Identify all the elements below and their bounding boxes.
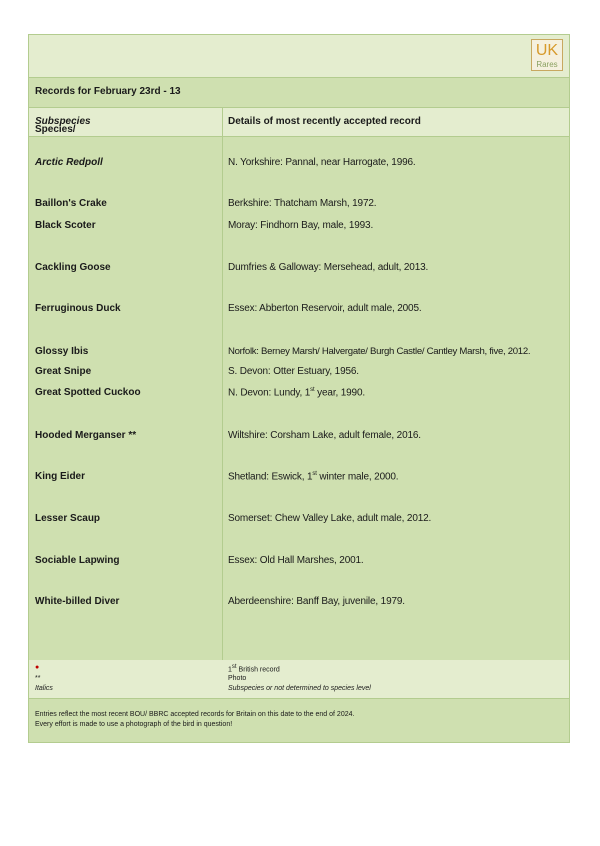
- record-row: [29, 387, 569, 401]
- footer-line: Every effort is made to use a photograph of the bird in question!: [35, 721, 233, 728]
- record-row: [29, 220, 569, 234]
- record-details: Essex: Abberton Reservoir, adult male, 2005.: [228, 303, 422, 314]
- record-row: [29, 346, 569, 360]
- record-details: S. Devon: Otter Estuary, 1956.: [228, 366, 359, 377]
- key-meaning: Photo: [228, 675, 247, 682]
- record-row: [29, 430, 569, 444]
- species-name: Black Scoter: [35, 220, 96, 231]
- record-row: [29, 198, 569, 212]
- footer-line: Entries reflect the most recent BOU/ BBRC accepted records for Britain on this date to the end of 2024.: [35, 711, 355, 718]
- record-row: [29, 157, 569, 171]
- record-row: [29, 303, 569, 317]
- uk-rares-logo: [531, 39, 563, 71]
- record-row: [29, 555, 569, 569]
- key-section: [29, 660, 569, 699]
- record-details: Aberdeenshire: Banff Bay, juvenile, 1979.: [228, 596, 405, 607]
- record-details: Dumfries & Galloway: Mersehead, adult, 2013.: [228, 262, 429, 273]
- record-details: Moray: Findhorn Bay, male, 1993.: [228, 220, 374, 231]
- record-details: Berkshire: Thatcham Marsh, 1972.: [228, 198, 377, 209]
- key-symbol: **: [35, 675, 41, 682]
- details-column-header: Details of most recently accepted record: [228, 116, 421, 127]
- record-details: Shetland: Eswick, 1st winter male, 2000.: [228, 471, 399, 483]
- species-name: Glossy Ibis: [35, 346, 89, 357]
- key-meaning: Subspecies or not determined to species level: [228, 685, 371, 692]
- record-row: [29, 513, 569, 527]
- subspecies-italic-label: Subspecies: [35, 116, 91, 127]
- record-details: Essex: Old Hall Marshes, 2001.: [228, 555, 364, 566]
- species-name: Hooded Merganser **: [35, 430, 137, 441]
- logo-uk-text: UK: [535, 42, 559, 59]
- record-details: Somerset: Chew Valley Lake, adult male, 2012.: [228, 513, 432, 524]
- sheet-header: [29, 35, 569, 78]
- species-name: Sociable Lapwing: [35, 555, 120, 566]
- footer-notes: [29, 699, 569, 743]
- record-details: Wiltshire: Corsham Lake, adult female, 2016.: [228, 430, 421, 441]
- species-name: Arctic Redpoll: [35, 157, 103, 168]
- species-name: Cackling Goose: [35, 262, 111, 273]
- records-sheet: [28, 34, 570, 743]
- record-details: N. Yorkshire: Pannal, near Harrogate, 1996.: [228, 157, 416, 168]
- key-symbol: Italics: [35, 685, 53, 692]
- record-row: [29, 262, 569, 276]
- record-details: N. Devon: Lundy, 1st year, 1990.: [228, 387, 366, 399]
- title-band: [29, 78, 569, 108]
- record-details: Norfolk: Berney Marsh/ Halvergate/ Burgh Castle/ Cantley Marsh, five, 2012.: [228, 346, 531, 357]
- species-name: Ferruginous Duck: [35, 303, 121, 314]
- logo-rares-text: Rares: [536, 60, 558, 69]
- species-name: Baillon's Crake: [35, 198, 107, 209]
- column-header-row: [29, 108, 569, 137]
- species-name: White-billed Diver: [35, 596, 120, 607]
- key-meaning: 1st British record: [228, 664, 280, 674]
- species-name: Great Spotted Cuckoo: [35, 387, 141, 398]
- species-name: Lesser Scaup: [35, 513, 101, 524]
- first-record-marker-icon: ●: [35, 664, 40, 671]
- record-row: [29, 471, 569, 485]
- species-name: King Eider: [35, 471, 86, 482]
- species-name: Great Snipe: [35, 366, 92, 377]
- species-column-header: Species/ Subspecies: [35, 116, 91, 135]
- record-row: [29, 596, 569, 610]
- column-divider: [222, 108, 223, 660]
- record-row: [29, 366, 569, 380]
- page-title: Records for February 23rd - 13: [35, 86, 181, 97]
